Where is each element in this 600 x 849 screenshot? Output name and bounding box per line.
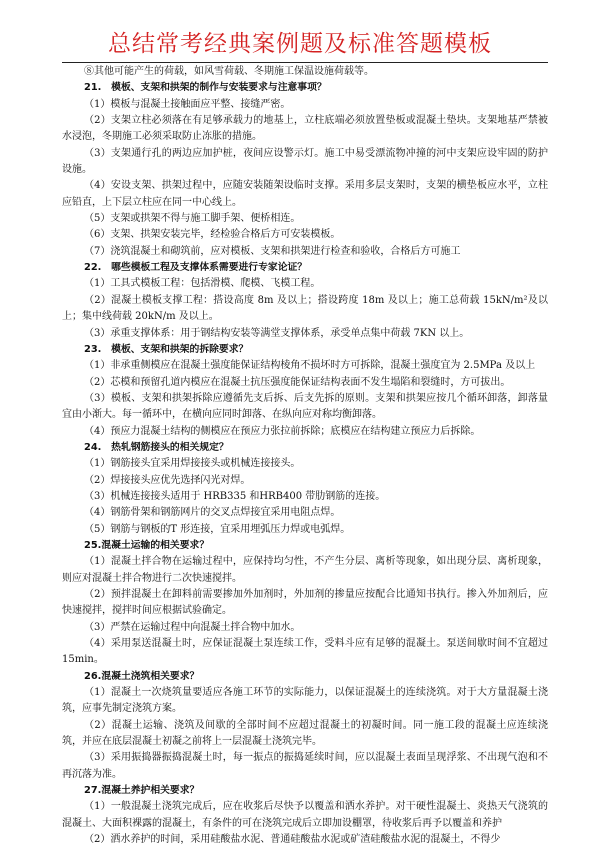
paragraph: （6）支架、拱架安装完毕，经检验合格后方可安装模板。 <box>84 229 341 241</box>
paragraph: （4）安设支架、拱架过程中，应随安装随架设临时支撑。采用多层支架时，支架的横垫板应水平，立柱应铅直，上下层立柱应在同一中心线上。 <box>62 180 548 208</box>
paragraph: （5）支架或拱架不得与施工脚手架、便桥相连。 <box>84 213 301 225</box>
paragraph: （1）工具式模板工程：包括滑模、爬模、飞模工程。 <box>84 278 321 290</box>
paragraph: ⑧其他可能产生的荷载，如风雪荷载、冬期施工保温设施荷载等。 <box>84 66 374 77</box>
paragraph: （1）混凝土拌合物在运输过程中，应保持均匀性，不产生分层、离析等现象，如出现分层、离析现象，则应对混凝土拌合物进行二次快速搅拌。 <box>62 556 548 584</box>
section-heading: 25.混凝土运输的相关要求？ <box>84 539 210 551</box>
page-title: 总结常考经典案例题及标准答题模板 <box>108 31 492 57</box>
paragraph: （3）采用振捣器振捣混凝土时，每一振点的振捣延续时间，应以混凝土表面呈现浮浆、不出现气泡和不再沉落为准。 <box>62 752 548 780</box>
paragraph: （3）支架通行孔的两边应加护桩，夜间应设警示灯。施工中易受漂流物冲撞的河中支架应设牢固的防护设施。 <box>62 147 548 176</box>
paragraph: （2）混凝土运输、浇筑及间歇的全部时间不应超过混凝土的初凝时间。同一施工段的混凝土应连续浇筑，并应在底层混凝土初凝之前将上一层混凝土浇筑完毕。 <box>62 719 548 748</box>
paragraph: （1）混凝土一次烧筑量要适应各施工环节的实际能力，以保证混凝土的连续浇筑。对于大方量混凝土浇筑，应事先制定浇筑方案。 <box>62 687 548 715</box>
paragraph: （2）洒水养护的时间，采用硅酸盐水泥、普通硅酸盐水泥或矿渣硅酸盐水泥的混凝土，不得少 <box>84 834 501 846</box>
paragraph: （4）预应力混凝土结构的侧模应在预应力张拉前拆除；底模应在结构建立预应力后拆除。 <box>84 425 481 437</box>
paragraph: （4）采用泵送混凝土时，应保证混凝土泵连续工作，受料斗应有足够的混凝土。泵送间歇时间不宜超过 15min。 <box>62 638 548 666</box>
section-heading: 24. 热轧钢筋接头的相关规定？ <box>84 441 229 453</box>
paragraph: （2）芯模和预留孔道内模应在混凝土抗压强度能保证结构表面不发生塌陷和裂缝时，方可拔出。 <box>84 376 511 388</box>
paragraph: （3）模板、支架和拱架拆除应遵循先支后拆、后支先拆的原则。支架和拱架应按几个循环卸落，卸落量宜由小渐大。每一循环中，在横向应同时卸落、在纵向应对称均衡卸落。 <box>62 392 548 421</box>
title-divider <box>62 62 548 63</box>
section-heading: 27.混凝土养护相关要求？ <box>84 785 200 797</box>
document-body <box>62 64 548 849</box>
paragraph: （1）非承重侧模应在混凝土强度能保证结构棱角不损坏时方可拆除，混凝土强度宜为 2.5MPa 及以上 <box>84 360 536 372</box>
paragraph: （1）一般混凝土浇筑完成后，应在收浆后尽快予以覆盖和洒水养护。对干硬性混凝土、炎热天气浇筑的混凝土、大面积裸露的混凝土，有条件的可在浇筑完成后立即加设棚罩，待收浆后再予以覆盖和养护 <box>62 801 548 829</box>
paragraph: （3）承重支撑体系：用于钢结构安装等满堂支撑体系，承受单点集中荷载 7KN 以上。 <box>84 327 470 339</box>
paragraph: （2）支架立柱必须落在有足够承载力的地基上，立柱底端必须放置垫板或混凝土垫块。支架地基严禁被水浸泡，冬期施工必须采取防止冻胀的措施。 <box>62 115 548 143</box>
paragraph: （1）模板与混凝土接触面应平整、接缝严密。 <box>84 98 291 110</box>
paragraph: （4）钢筋骨架和钢筋网片的交叉点焊接宜采用电阻点焊。 <box>84 507 341 519</box>
paragraph: （3）机械连接接头适用于 HRB335 和HRB400 带肋钢筋的连接。 <box>84 490 386 502</box>
paragraph: （2）预拌混凝土在卸料前需要掺加外加剂时，外加剂的掺量应按配合比通知书执行。掺入外加剂后，应快速搅拌，搅拌时间应根据试验确定。 <box>62 589 548 617</box>
paragraph: （3）严禁在运输过程中向混凝土拌合物中加水。 <box>84 621 301 633</box>
paragraph: （2）焊接接头应优先选择闪光对焊。 <box>84 474 251 486</box>
section-heading: 23. 模板、支架和拱架的拆除要求？ <box>84 343 249 355</box>
section-heading: 26.混凝土浇筑相关要求？ <box>84 670 200 682</box>
paragraph: （7）浇筑混凝土和砌筑前，应对模板、支架和拱架进行检查和验收，合格后方可施工 <box>84 245 461 257</box>
section-heading: 21. 模板、支架和拱架的制作与安装要求与注意事项？ <box>84 82 327 94</box>
paragraph: （2）混凝土模板支撑工程：搭设高度 8m 及以上；搭设跨度 18m 及以上；施工总荷载 15kN/m²及以上；集中线荷载 20kN/m 及以上。 <box>62 294 548 323</box>
paragraph: （5）钢筋与钢板的T 形连接，宜采用埋弧压力焊或电弧焊。 <box>84 523 351 535</box>
section-heading: 22. 哪些模板工程及支撑体系需要进行专家论证？ <box>84 262 308 274</box>
paragraph: （1）钢筋接头宜采用焊接接头或机械连接接头。 <box>84 458 301 470</box>
